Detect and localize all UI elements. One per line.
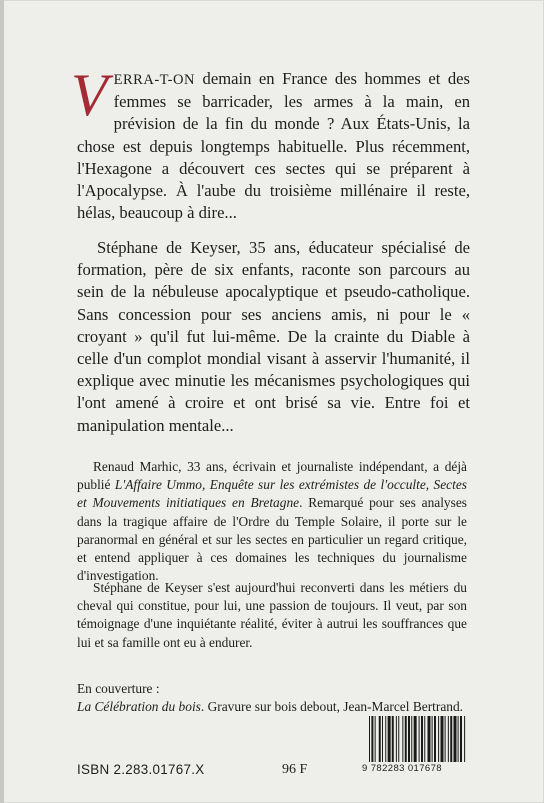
barcode-bar xyxy=(448,716,449,762)
barcode-bar xyxy=(392,716,394,762)
barcode-bar xyxy=(432,716,433,762)
barcode-bar xyxy=(369,716,370,762)
cover-artwork-title: La Célébration du bois xyxy=(77,699,201,714)
barcode-bar xyxy=(421,716,423,762)
intro-paragraph xyxy=(71,62,470,224)
barcode-digits: 9 782283 017678 xyxy=(362,763,442,774)
barcode-bar xyxy=(398,716,399,762)
barcode-bar xyxy=(375,716,376,762)
barcode-bar xyxy=(385,716,386,762)
barcode-bar xyxy=(371,716,373,762)
cover-credit-label: En couverture : xyxy=(77,681,160,696)
barcode-bar xyxy=(445,716,446,762)
barcode-bar xyxy=(402,716,403,762)
barcode xyxy=(369,716,473,762)
bio-marhic-intro: Renaud Marhic, 33 ans, écrivain et journaliste indépendant, a déjà publié xyxy=(77,459,467,493)
barcode-bar xyxy=(419,716,420,762)
price: 96 F xyxy=(282,762,308,777)
barcode-bar xyxy=(388,716,391,762)
barcode-bar xyxy=(441,716,444,762)
barcode-bar xyxy=(379,716,381,762)
bio-marhic-rest: . Remarqué pour ses analyses dans la tragique affaire de l'Ordre du Temple Solaire, il porte sur le paranormal en général et sur les sectes en particulier un regard critique, et entend appliquer à ces domaines les techniques du journalisme d'investigation. xyxy=(77,495,467,584)
barcode-bar xyxy=(464,716,465,762)
barcode-bar xyxy=(460,716,462,762)
barcode-bar xyxy=(454,716,457,762)
bio-marhic-book-titles: L'Affaire Ummo, Enquête sur les extrémistes de l'occulte, Sectes et Mouvements initiatiques en Bretagne xyxy=(77,477,467,511)
barcode-bar xyxy=(438,716,439,762)
barcode-bar xyxy=(411,716,412,762)
cover-credit-line xyxy=(77,698,463,716)
cover-artwork-desc: . Gravure sur bois debout, Jean-Marcel Bertrand. xyxy=(200,699,464,714)
author-bio-keyser: Stéphane de Keyser s'est aujourd'hui reconverti dans les métiers du cheval qui constitue, pour lui, une passion de toujours. Il veut, par son témoignage d'une inquiétante réalité, éviter à autrui les souffrances que lui et sa famille ont eu à endurer. xyxy=(77,580,467,650)
barcode-bar xyxy=(428,716,431,762)
drop-cap: V xyxy=(71,62,108,128)
summary-paragraph: Stéphane de Keyser, 35 ans, éducateur spécialisé de formation, père de six enfants, raconte son parcours au sein de la nébuleuse apocalyptique et pseudo-catholique. Sans concession pour ses anciens amis, ni pour le « croyant » qu'il fut lui-même. De la crainte du Diable à celle d'un complot mondial visant à asservir l'humanité, il explique avec minutie les mécanismes psychologiques qui l'ont amené à croire et ont brisé sa vie. Entre foi et manipulation mentale... xyxy=(77,238,470,435)
author-bio-marhic xyxy=(77,458,467,585)
barcode-bar xyxy=(414,716,417,762)
barcode-bar xyxy=(458,716,459,762)
intro-lead-caps: ERRA-T-ON xyxy=(113,72,195,88)
intro-text: demain en France des hommes et des femmes se barricader, les armes à la main, en prévision de la fin du monde ? Aux États-Unis, la chose est depuis longtemps habituelle. Plus récemment, l'Hexagone a découvert ces sectes qui se préparent à l'Apocalypse. À l'aube du troisième millénaire il reste, hélas, beaucoup à dire... xyxy=(77,69,470,223)
barcode-bar xyxy=(408,716,410,762)
barcode-bar xyxy=(396,716,397,762)
barcode-bar xyxy=(434,716,436,762)
barcode-bar xyxy=(450,716,452,762)
barcode-bar xyxy=(405,716,407,762)
barcode-bar xyxy=(424,716,425,762)
spine-edge xyxy=(0,0,4,803)
isbn-number: ISBN 2.283.01767.X xyxy=(77,762,205,777)
barcode-bar xyxy=(382,716,383,762)
